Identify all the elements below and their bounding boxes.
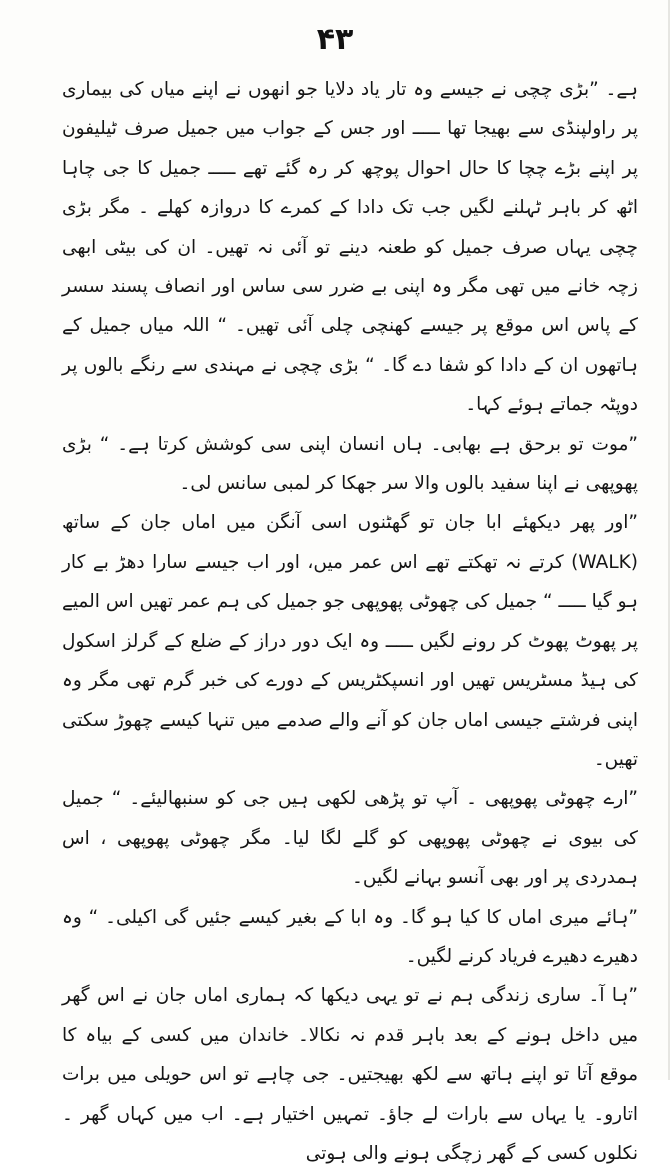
paragraph: ”اور پھر دیکھئے ابا جان تو گھٹنوں اسی آنگن میں اماں جان کے ساتھ (WALK) کرتے نہ تھکتے تھے اس عمر میں، اور اب جیسے سارا دھڑ بے کار ہو گیا ـــــ “ جمیل کی چھوٹی پھوپھی جو جمیل کی ہم عمر تھیں اس المیے پر پھوٹ پھوٹ کر رونے لگیں ـــــ وہ ایک دور دراز کے ضلع کے گرلز اسکول کی ہیڈ مسٹریس تھیں اور انسپکٹریس کے دورے کی خبر گرم تھی مگر وہ اپنی فرشتے جیسی اماں جان کو آنے والے صدمے میں تنہا کیسے چھوڑ سکتی تھیں۔ [62, 512, 638, 770]
page-number: ۴۳ [316, 22, 354, 57]
paragraph: ہے۔ ”بڑی چچی نے جیسے وہ تار یاد دلایا جو انھوں نے اپنے میاں کی بیماری پر راولپنڈی سے بھیجا تھا ـــــ اور جس کے جواب میں جمیل صرف ٹیلیفون پر اپنے بڑے چچا کا حال احوال پوچھ کر رہ گئے تھے ـــــ جمیل کا جی چاہا اٹھ کر باہر ٹہلنے لگیں جب تک دادا کے کمرے کا دروازہ کھلے ۔ مگر بڑی چچی یہاں صرف جمیل کو طعنہ دینے تو آئی نہ تھیں۔ ان کی بیٹی ابھی زچہ خانے میں تھی مگر وہ اپنی بے ضرر سی ساس اور انصاف پسند سسر کے پاس اس موقع پر جیسے کھنچی چلی آئی تھیں۔ “ اللہ میاں جمیل کے ہاتھوں ان کے دادا کو شفا دے گا۔ “ بڑی چچی نے مہندی سے رنگے بالوں پر دوپٹہ جماتے ہوئے کہا۔ [62, 79, 638, 416]
paragraph: ”ہائے میری اماں کا کیا ہو گا۔ وہ ابا کے بغیر کیسے جئیں گی اکیلی۔ “ وہ دھیرے دھیرے فریاد کرنے لگیں۔ [62, 906, 638, 967]
urdu-body-text [62, 70, 638, 1173]
paragraph: ”ارے چھوٹی پھوپھی ۔ آپ تو پڑھی لکھی ہیں جی کو سنبھالیئے۔ “ جمیل کی بیوی نے چھوٹی پھوپھی کو گلے لگا لیا۔ مگر چھوٹی پھوپھی ، اس ہمدردی پر اور بھی آنسو بہانے لگیں۔ [62, 788, 638, 889]
paragraph: ”موت تو برحق ہے بھابی۔ ہاں انسان اپنی سی کوشش کرتا ہے۔ “ بڑی پھوپھی نے اپنا سفید بالوں والا سر جھکا کر لمبی سانس لی۔ [62, 433, 638, 495]
paragraph: ”ہا آ۔ ساری زندگی ہم نے تو یہی دیکھا کہ ہماری اماں جان نے اس گھر میں داخل ہونے کے بعد باہر قدم نہ نکالا۔ خاندان میں کسی کے بیاہ کا موقع آتا تو اپنے ہاتھ سے لکھ بھیجتیں۔ جی چاہے تو اس حویلی میں برات اتارو۔ یا یہاں سے بارات لے جاؤ۔ تمہیں اختیار ہے۔ اب میں کہاں گھر ۔ نکلوں کسی کے گھر زچگی ہونے والی ہوتی [62, 985, 638, 1164]
